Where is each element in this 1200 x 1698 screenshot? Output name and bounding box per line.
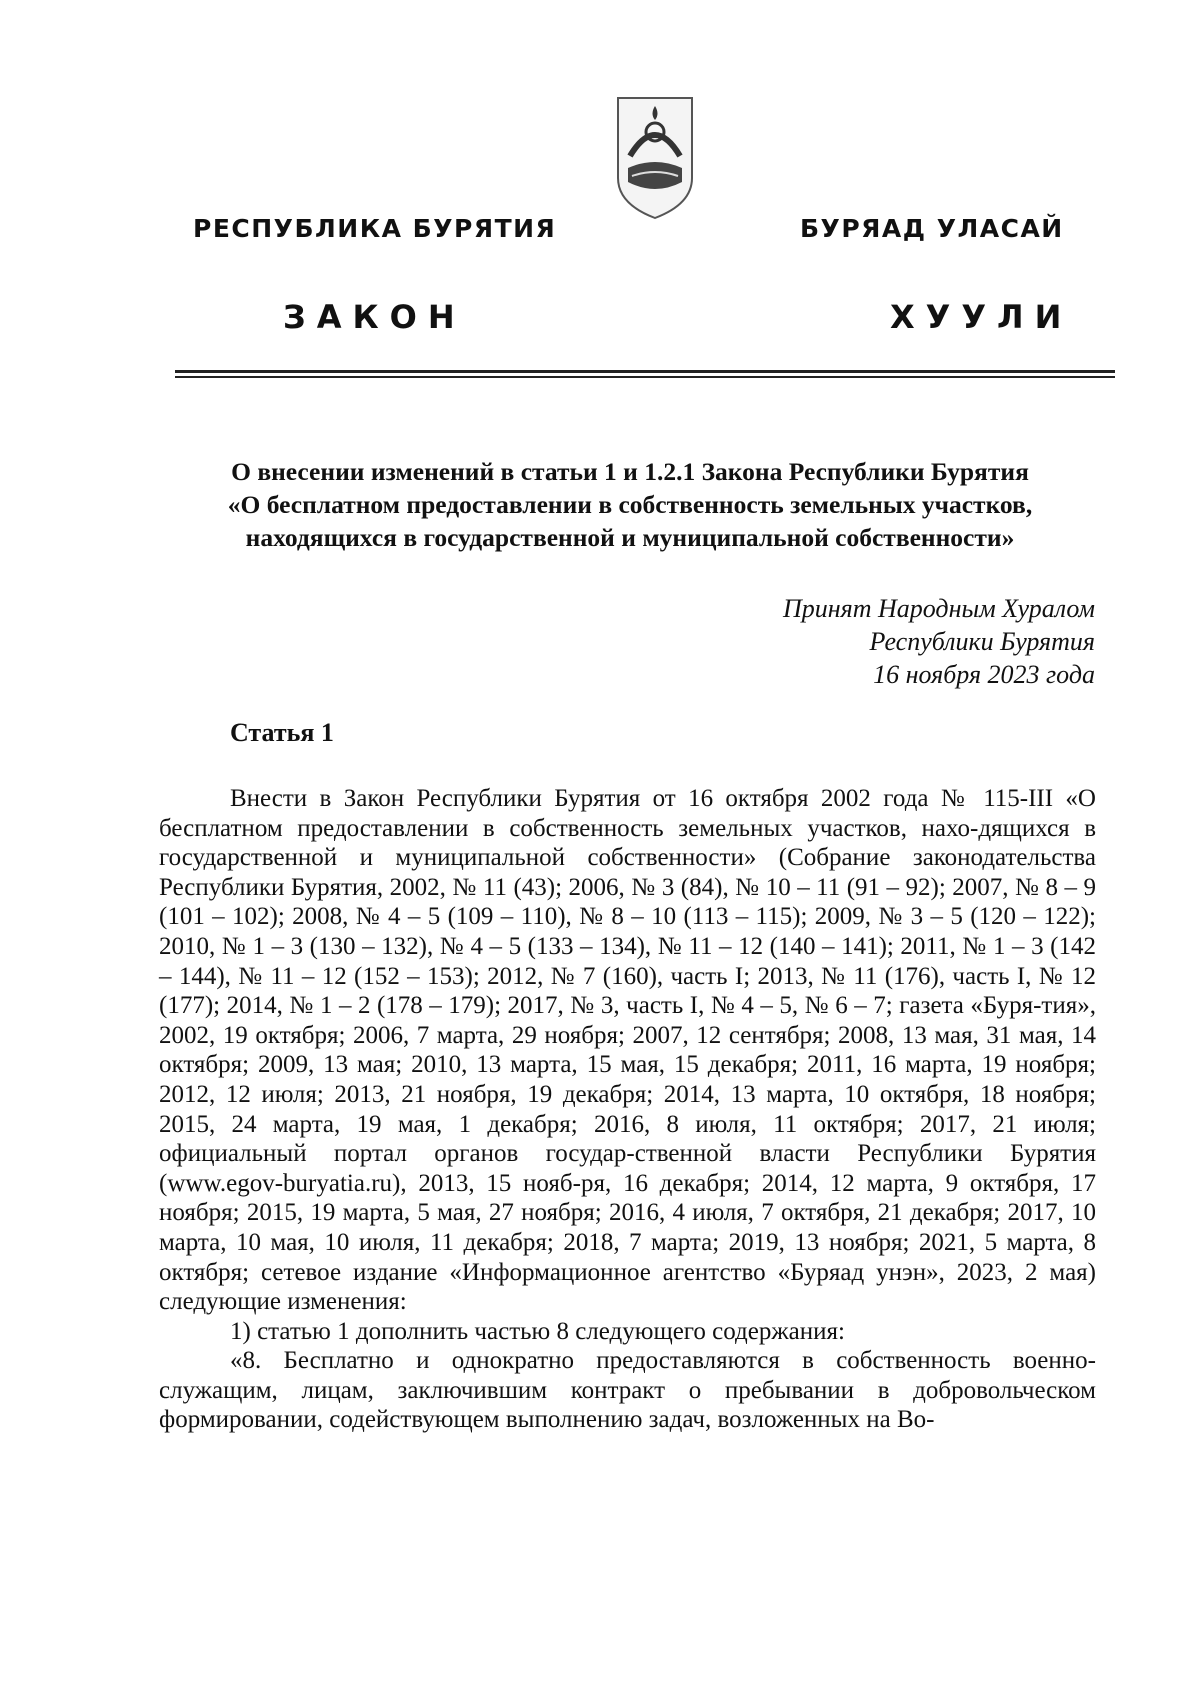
header-divider <box>175 370 1115 378</box>
law-title-line: находящихся в государственной и муниципальной собственности» <box>245 523 1015 552</box>
law-title <box>130 455 1130 554</box>
adoption-note <box>783 592 1095 691</box>
article-paragraph: «8. Бесплатно и однократно предоставляются в собственность военно-служащим, лицам, заключившим контракт о пребывании в добровольческом формировании, содействующем выполнению задач, возложенных на Во- <box>159 1347 1096 1434</box>
article-paragraph: 1) статью 1 дополнить частью 8 следующего содержания: <box>230 1317 845 1345</box>
law-title-line: «О бесплатном предоставлении в собственность земельных участков, <box>227 490 1033 519</box>
article-body <box>159 784 1096 1435</box>
law-word-russian: ЗАКОН <box>283 298 466 336</box>
adoption-line: Республики Бурятия <box>869 627 1095 656</box>
law-word-buryat: ХУУЛИ <box>890 298 1073 336</box>
republic-name-russian: РЕСПУБЛИКА БУРЯТИЯ <box>193 214 557 243</box>
article-heading: Статья 1 <box>230 718 334 747</box>
adoption-date: 16 ноября 2023 года <box>873 660 1095 689</box>
adoption-line: Принят Народным Хуралом <box>782 594 1095 623</box>
law-title-line: О внесении изменений в статьи 1 и 1.2.1 Закона Республики Бурятия <box>231 457 1029 486</box>
article-paragraph: Внести в Закон Республики Бурятия от 16 октября 2002 года № 115-III «О бесплатном предоставлении в собственность земельных участков, нахо-дящихся в государственной и муниципальной собственности» (Собрание законодательства Республики Бурятия, 2002, № 11 (43); 2006, № 3 (84), № 10 – 11 (91 – 92); 2007, № 8 – 9 (101 – 102); 2008, № 4 – 5 (109 – 110), № 8 – 10 (113 – 115); 2009, № 3 – 5 (120 – 122); 2010, № 1 – 3 (130 – 132), № 4 – 5 (133 – 134), № 11 – 12 (140 – 141); 2011, № 1 – 3 (142 – 144), № 11 – 12 (152 – 153); 2012, № 7 (160), часть I; 2013, № 11 (176), часть I, № 12 (177); 2014, № 1 – 2 (178 – 179); 2017, № 3, часть I, № 4 – 5, № 6 – 7; газета «Буря-тия», 2002, 19 октября; 2006, 7 марта, 29 ноября; 2007, 12 сентября; 2008, 13 мая, 31 мая, 14 октября; 2009, 13 мая; 2010, 13 марта, 15 мая, 15 декабря; 2011, 16 марта, 19 ноября; 2012, 12 июля; 2013, 21 ноября, 19 декабря; 2014, 13 марта, 10 октября, 18 ноября; 2015, 24 марта, 19 мая, 1 декабря; 2016, 8 июля, 11 октября; 2017, 21 июля; официальный портал органов государ-ственной власти Республики Бурятия (www.egov-buryatia.ru), 2013, 15 нояб-ря, 16 декабря; 2014, 12 марта, 9 октября, 17 ноября; 2015, 19 марта, 5 мая, 27 ноября; 2016, 4 июля, 7 октября, 21 декабря; 2017, 10 марта, 10 мая, 10 июля, 11 декабря; 2018, 7 марта; 2019, 13 ноября; 2021, 5 марта, 8 октября; сетевое издание «Информационное агентство «Буряад унэн», 2023, 2 мая) следующие изменения: <box>159 785 1096 1316</box>
coat-of-arms-emblem <box>610 86 700 226</box>
republic-name-buryat: БУРЯАД УЛАСАЙ <box>800 214 1064 243</box>
